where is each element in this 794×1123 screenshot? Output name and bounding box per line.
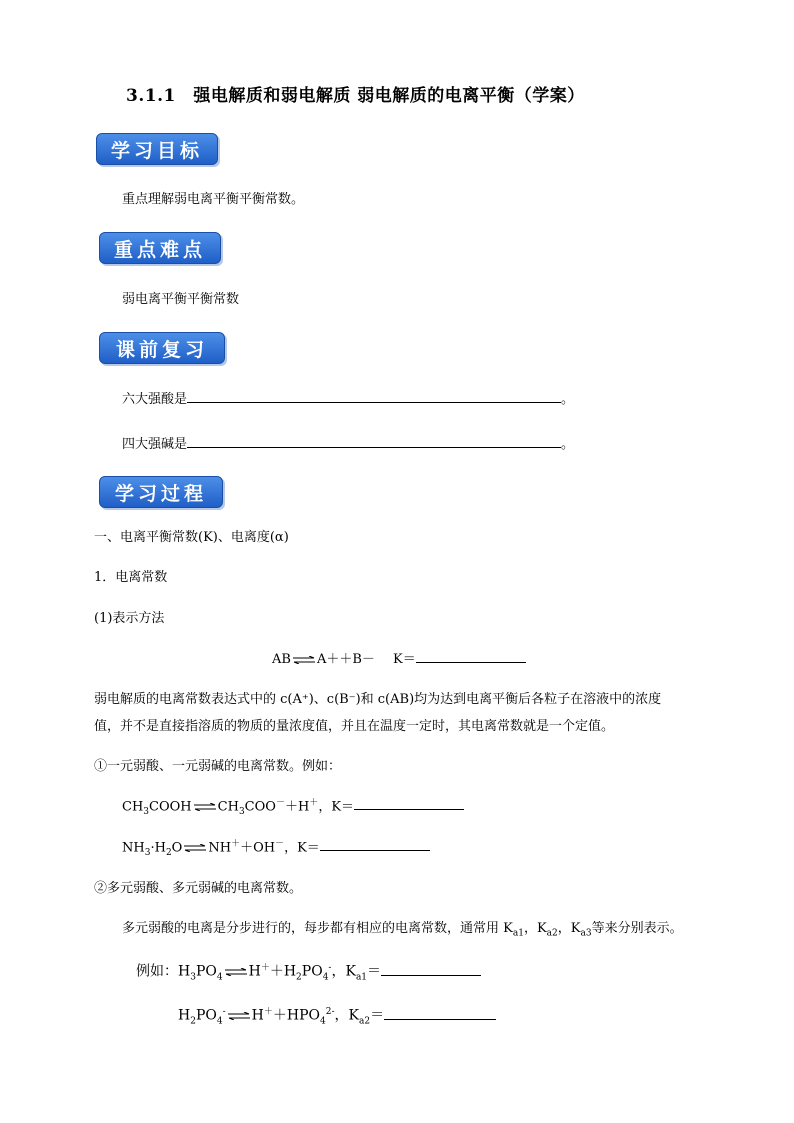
equation-phosphoric-1: 例如：$H_3PO_4$ $H^++H_2PO_4^-$，$K_{a1}=$ <box>136 960 481 982</box>
eq-left: AB <box>272 652 291 667</box>
para-line-1: 弱电解质的电离常数表达式中的 c(A⁺)、c(B⁻)和 c(AB)均为达到电离平衡后各粒子在溶液中的浓度 <box>94 692 662 707</box>
key-text: 弱电离平衡平衡常数 <box>122 292 240 307</box>
para-text: ，K <box>523 921 547 936</box>
equilibrium-arrow-icon <box>224 968 248 976</box>
item-monoprotic: ①一元弱酸、一元弱碱的电离常数。例如： <box>94 759 342 774</box>
equilibrium-arrow-icon <box>292 656 316 664</box>
para-text: ，K <box>557 921 581 936</box>
section-tag-process: 学习过程 <box>99 476 223 508</box>
ka2-blank[interactable] <box>384 1005 496 1020</box>
equation-acetic-acid: $CH_3COOH$ $CH_3COO^-+H^+$，K＝ <box>122 795 464 817</box>
k-ammonia-blank[interactable] <box>320 836 430 851</box>
subheading-expression: (1)表示方法 <box>94 611 165 626</box>
para-line-2: 值，并不是直接指溶质的物质的量浓度值，并且在温度一定时，其电离常数就是一个定值。 <box>94 719 615 734</box>
section-tag-review: 课前复习 <box>99 332 225 364</box>
review-acids-label: 六大强酸是 <box>122 392 188 407</box>
subheading-constant: 1．电离常数 <box>94 570 168 585</box>
equilibrium-arrow-icon <box>227 1012 251 1020</box>
section-tag-goal: 学习目标 <box>96 133 218 165</box>
review-acids-line <box>122 388 574 407</box>
bases-answer-blank[interactable] <box>187 433 561 448</box>
equation-ab <box>272 648 526 667</box>
para-text: 等来分别表示。 <box>591 921 683 936</box>
item-polyprotic: ②多元弱酸、多元弱碱的电离常数。 <box>94 881 303 896</box>
period: 。 <box>561 392 575 407</box>
para-text: 多元弱酸的电离是分步进行的，每步都有相应的电离常数，通常用 K <box>122 921 513 936</box>
section-tag-key: 重点难点 <box>99 232 221 264</box>
review-bases-line <box>122 433 574 452</box>
sub-a1: a1 <box>512 928 524 939</box>
equation-ammonia: $NH_3\cdot H_2O$ NH＋＋OH－，K＝ <box>122 836 430 858</box>
equation-phosphoric-2: $H_2PO_4^-$ $H^++HPO_4^{2-}$，$K_{a2}=$ <box>178 1004 496 1026</box>
equilibrium-arrow-icon <box>193 803 217 811</box>
review-bases-label: 四大强碱是 <box>122 437 188 452</box>
sub-a2: a2 <box>546 928 558 939</box>
goal-text: 重点理解弱电离平衡平衡常数。 <box>122 192 305 207</box>
period: 。 <box>561 437 575 452</box>
sub-a3: a3 <box>580 928 592 939</box>
eq-k: K＝ <box>393 652 416 667</box>
eq-right: A＋＋B－ <box>316 652 375 667</box>
page-title: 3.1.1 强电解质和弱电解质 弱电解质的电离平衡（学案） <box>126 86 585 106</box>
heading-ionization-constant: 一、电离平衡常数(K)、电离度(α) <box>94 530 289 545</box>
equilibrium-arrow-icon <box>183 844 207 852</box>
acids-answer-blank[interactable] <box>187 388 561 403</box>
para-polyprotic <box>122 917 683 939</box>
example-label: 例如： <box>136 963 178 980</box>
k-acetic-blank[interactable] <box>354 795 464 810</box>
ka1-blank[interactable] <box>381 961 481 976</box>
k-answer-blank[interactable] <box>416 648 526 663</box>
